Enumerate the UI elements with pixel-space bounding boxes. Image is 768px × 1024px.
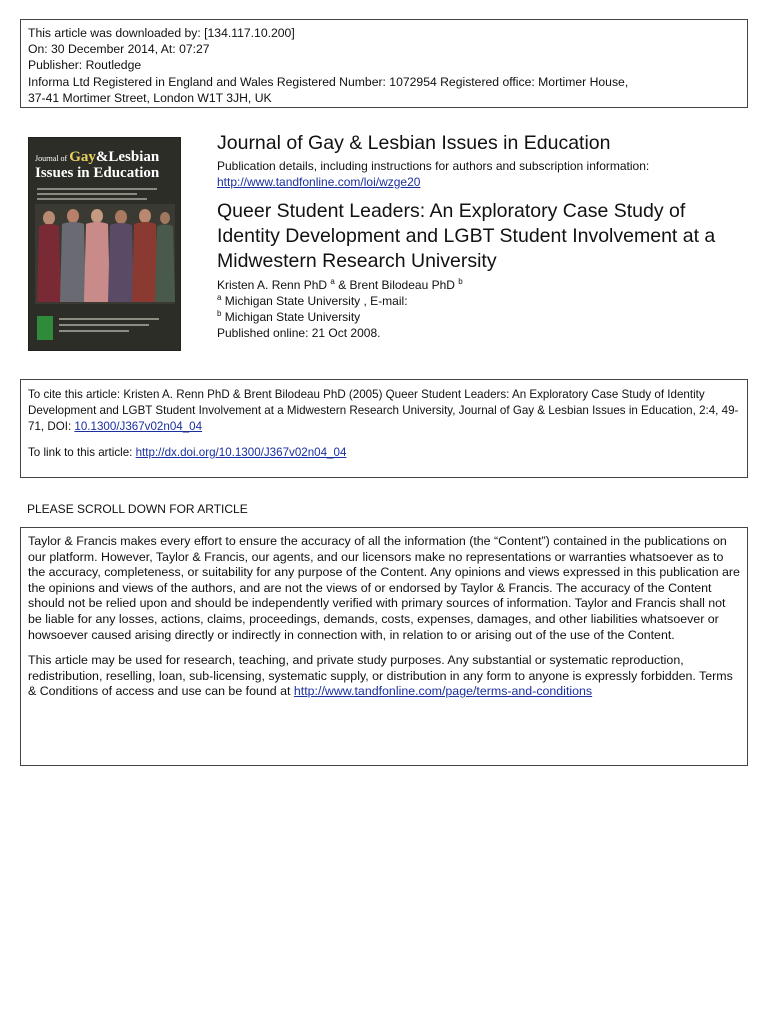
citation-box bbox=[20, 379, 748, 478]
article-title: Queer Student Leaders: An Exploratory Case Study of Identity Development and LGBT Student Involvement at a Midwestern Research University bbox=[217, 200, 716, 272]
publication-details: Publication details, including instructions for authors and subscription information: bbox=[217, 159, 650, 173]
journal-cover-image bbox=[28, 137, 181, 351]
journal-title: Journal of Gay & Lesbian Issues in Education bbox=[217, 132, 611, 154]
published-date: Published online: 21 Oct 2008. bbox=[217, 326, 381, 340]
cover-subtitle-texture bbox=[37, 188, 173, 200]
cover-title: Journal of Gay&Lesbian Issues in Education bbox=[35, 149, 160, 181]
disclaimer-box bbox=[20, 527, 748, 766]
registration-line: Informa Ltd Registered in England and Wales Registered Number: 1072954 Registered office: Mortimer House, bbox=[28, 74, 629, 89]
disclaimer-paragraph: Taylor & Francis makes every effort to ensure the accuracy of all the information (the “Content”) contained in the publications on our platform. However, Taylor & Francis, our agents, and our licensors make no representations or warranties whatsoever as to the accuracy, completeness, or suitability for any purpose of the Content. Any opinions and views expressed in this publication are the opinions and views of the authors, and are not the views of or endorsed by Taylor & Francis. The accuracy of the Content should not be relied upon and should be independently verified with primary sources of information. Taylor and Francis shall not be liable for any losses, actions, claims, proceedings, demands, costs, expenses, damages, and other liabilities whatsoever or howsoever caused arising directly or indirectly in connection with, in relation to or arising out of the use of the Content. bbox=[28, 534, 740, 642]
affiliation-a: $^a$ Michigan State University , E-mail: bbox=[217, 293, 408, 308]
terms-link[interactable]: http://www.tandfonline.com/page/terms-and-conditions bbox=[293, 684, 593, 699]
address-line: 37-41 Mortimer Street, London W1T 3JH, UK bbox=[28, 90, 272, 105]
cover-illustration bbox=[35, 204, 175, 304]
publisher-line: Publisher: Routledge bbox=[28, 58, 142, 73]
download-date: On: 30 December 2014, At: 07:27 bbox=[28, 42, 210, 57]
authors-line: Kristen A. Renn PhD $^a$ & Brent Bilodeau PhD $^b$ bbox=[217, 277, 463, 292]
article-link-line: To link to this article: http://dx.doi.org/10.1300/J367v02n04_04 bbox=[28, 445, 347, 459]
citation-text: To cite this article: Kristen A. Renn PhD & Brent Bilodeau PhD (2005) Queer Student Leaders: An Exploratory Case Study of Identity Development and LGBT Student Involvement at a Midwestern Research University, Journal of Gay & Lesbian Issues in Education, 2:4, 49-71, DOI: 10.1300/J367v02n04_04 bbox=[28, 388, 739, 434]
download-line: This article was downloaded by: [134.117.10.200] bbox=[28, 26, 295, 40]
cover-logo bbox=[37, 316, 53, 340]
author-1: Kristen A. Renn PhD bbox=[217, 278, 328, 292]
affiliation-b: $^b$ Michigan State University bbox=[217, 309, 361, 324]
usage-paragraph: This article may be used for research, teaching, and private study purposes. Any substantial or systematic reproduction, redistribution, reselling, loan, sub-licensing, systematic supply, or distribution in any form to anyone is expressly forbidden. Terms & Conditions of access and use can be found at http://www.tandfonline.com/page/terms-and-conditions bbox=[28, 653, 733, 699]
scroll-down-note: PLEASE SCROLL DOWN FOR ARTICLE bbox=[27, 502, 248, 516]
author-2: & Brent Bilodeau PhD bbox=[334, 278, 455, 292]
download-info-box bbox=[20, 19, 748, 108]
doi-link[interactable]: 10.1300/J367v02n04_04 bbox=[74, 420, 203, 434]
article-url-link[interactable]: http://dx.doi.org/10.1300/J367v02n04_04 bbox=[135, 445, 347, 459]
article-header bbox=[217, 131, 747, 341]
journal-link[interactable]: http://www.tandfonline.com/loi/wzge20 bbox=[217, 175, 421, 189]
